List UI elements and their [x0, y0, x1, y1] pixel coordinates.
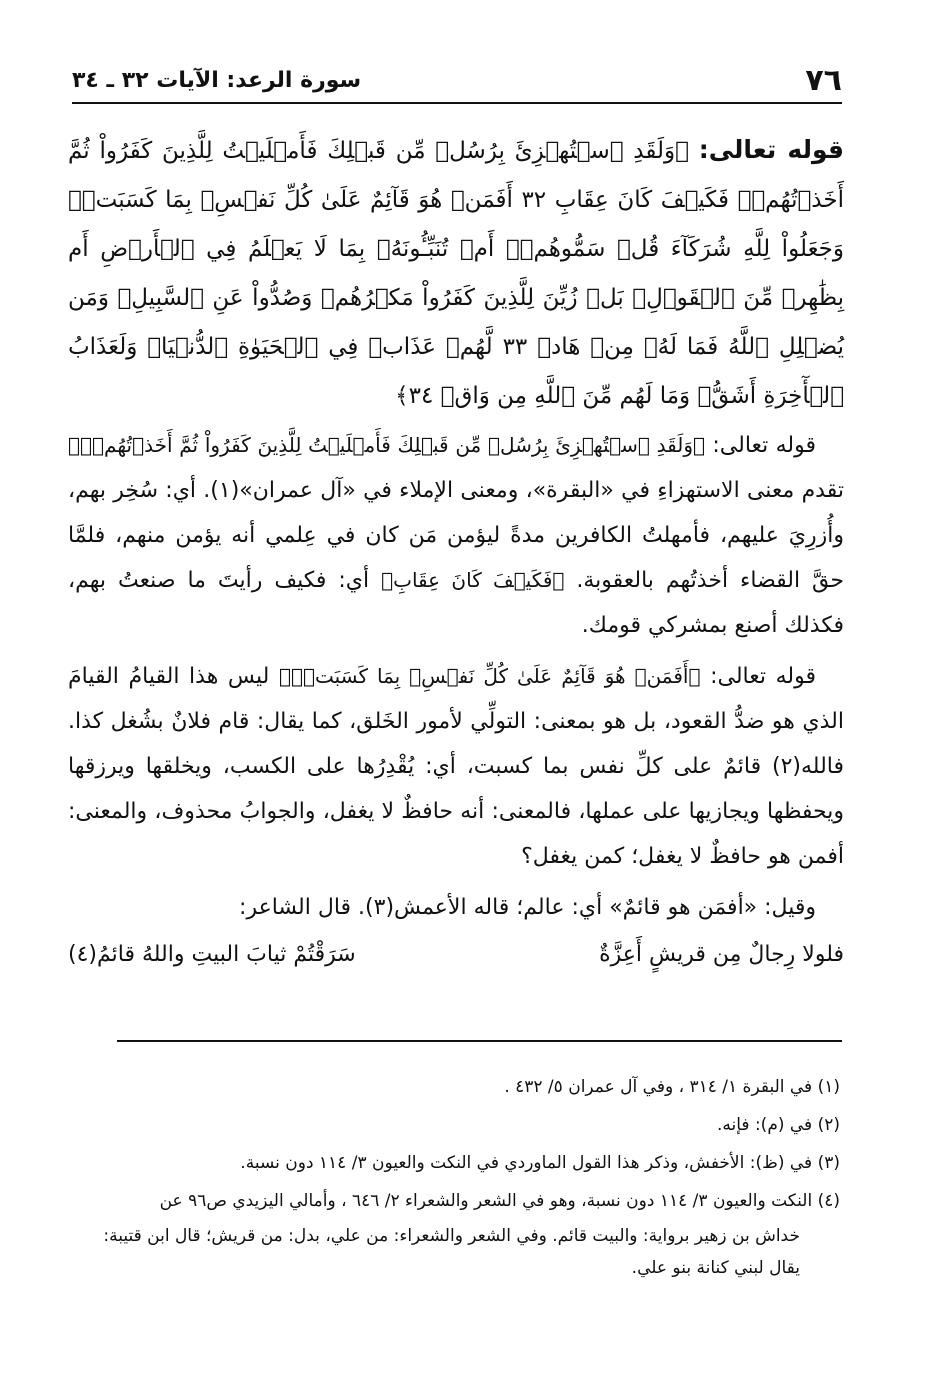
poem-first-hemistich: فلولا رِجالٌ مِن قريشٍ أَعِزَّةٌ [599, 942, 844, 967]
footnotes [62, 1068, 840, 1284]
p1-text: تقدم معنى الاستهزاءِ في «البقرة»، ومعنى الإملاء في «آل عمران»(١). أي: سُخِر بهم، وأُزرِيَ عليهم، فأمهلتُ الكافرين مدةً ليؤمن مَن كان في عِلمي أنه يؤمن منهم، فلمَّا حقَّ القضاء أخذتُهم بالعقوبة. [68, 478, 844, 593]
p2-quran-quote: ﴿أَفَمَنۡ هُوَ قَآئِمٌ عَلَىٰ كُلِّ نَفۡسِۭ بِمَا كَسَبَتۡۗ﴾ [278, 664, 701, 688]
poetry-verse [68, 932, 844, 982]
quran-verse-block [68, 125, 844, 421]
footnote-4: (٤) النكت والعيون ٣/ ١١٤ دون نسبة، وهو في الشعر والشعراء ٢/ ٦٤٦ ، وأمالي اليزيدي ص٩٦ عن [159, 1191, 840, 1211]
footnote-separator [117, 1040, 842, 1042]
footnote-3: (٣) في (ظ): الأخفش، وذكر هذا القول الماوردي في النكت والعيون ٣/ ١١٤ دون نسبة. [240, 1153, 840, 1173]
p2-text: ليس هذا القيامُ القيامَ الذي هو ضدُّ القعود، بل هو بمعنى: التولِّي لأمور الخَلق، كما يقال: قام فلانٌ بشُغل كذا. فالله(٢) قائمٌ على كلِّ نفس بما كسبت، أي: يُقْدِرُها على الكسب، ويخلقها ويرزقها ويحفظها ويجازيها على عملها، فالمعنى: أنه حافظٌ لا يغفل، والجوابُ محذوف، والمعنى: أفمن هو حافظٌ لا يغفل؛ كمن يغفل؟ [68, 664, 844, 869]
commentary-paragraph-1 [68, 423, 844, 648]
poem-second-hemistich: سَرَقْتُمْ ثيابَ البيتِ واللهُ قائمُ(٤) [68, 942, 356, 967]
main-text [68, 125, 844, 982]
p1-lead: قوله تعالى: [712, 433, 816, 458]
page-number: ٧٦ [805, 63, 842, 98]
footnote-4-continuation-1: خداش بن زهير برواية: والبيت قائم. وفي الشعر والشعراء: من علي، بدل: من قريش؛ قال ابن قتيبة: [103, 1226, 800, 1246]
verse-lead: قوله تعالى: [698, 135, 845, 164]
footnote-2: (٢) في (م): فإنه. [717, 1115, 840, 1135]
commentary-paragraph-2 [68, 654, 844, 879]
footnote-1: (١) في البقرة ١/ ٣١٤ ، وفي آل عمران ٥/ ٤٣٢ . [504, 1077, 840, 1097]
p1-quran-quote: ﴿وَلَقَدِ ٱسۡتُهۡزِئَ بِرُسُلٖ مِّن قَبۡلِكَ فَأَمۡلَيۡتُ لِلَّذِينَ كَفَرُواْ ثُمَّ أَخَذۡتُهُمۡۖ﴾ [68, 433, 706, 457]
running-title: سورة الرعد: الآيات ٣٢ ـ ٣٤ [72, 68, 362, 93]
p1-quran-quote-2: ﴿فَكَيۡفَ كَانَ عِقَابِ﴾ [381, 568, 565, 592]
page-header [72, 58, 842, 104]
p2-lead: قوله تعالى: [710, 664, 816, 689]
p1-text-end: أي: فكيف رأيتَ ما صنعتُ بهم، فكذلك أصنع بمشركي قومك. [68, 568, 844, 638]
verse-text: ﴿وَلَقَدِ ٱسۡتُهۡزِئَ بِرُسُلٖ مِّن قَبۡلِكَ فَأَمۡلَيۡتُ لِلَّذِينَ كَفَرُواْ ثُمَّ أَخَذۡتُهُمۡۖ فَكَيۡفَ كَانَ عِقَابِ ٣٢ أَفَمَنۡ هُوَ قَآئِمٌ عَلَىٰ كُلِّ نَفۡسِۭ بِمَا كَسَبَتۡۗ وَجَعَلُواْ لِلَّهِ شُرَكَآءَ قُلۡ سَمُّوهُمۡۚ أَمۡ تُنَبِّـُٔونَهُۥ بِمَا لَا يَعۡلَمُ فِي ٱلۡأَرۡضِ أَم بِظَٰهِرٖ مِّنَ ٱلۡقَوۡلِۗ بَلۡ زُيِّنَ لِلَّذِينَ كَفَرُواْ مَكۡرُهُمۡ وَصُدُّواْ عَنِ ٱلسَّبِيلِۗ وَمَن يُضۡلِلِ ٱللَّهُ فَمَا لَهُۥ مِنۡ هَادٖ ٣٣ لَّهُمۡ عَذَابٞ فِي ٱلۡحَيَوٰةِ ٱلدُّنۡيَاۖ وَلَعَذَابُ ٱلۡأٓخِرَةِ أَشَقُّۖ وَمَا لَهُم مِّنَ ٱللَّهِ مِن وَاقٖ ٣٤﴾ [68, 138, 845, 409]
commentary-paragraph-3: وقيل: «أفمَن هو قائمٌ» أي: عالم؛ قاله الأعمش(٣). قال الشاعر: [239, 895, 816, 920]
footnote-4-continuation-2: يقال لبني كنانة بنو علي. [631, 1258, 800, 1278]
